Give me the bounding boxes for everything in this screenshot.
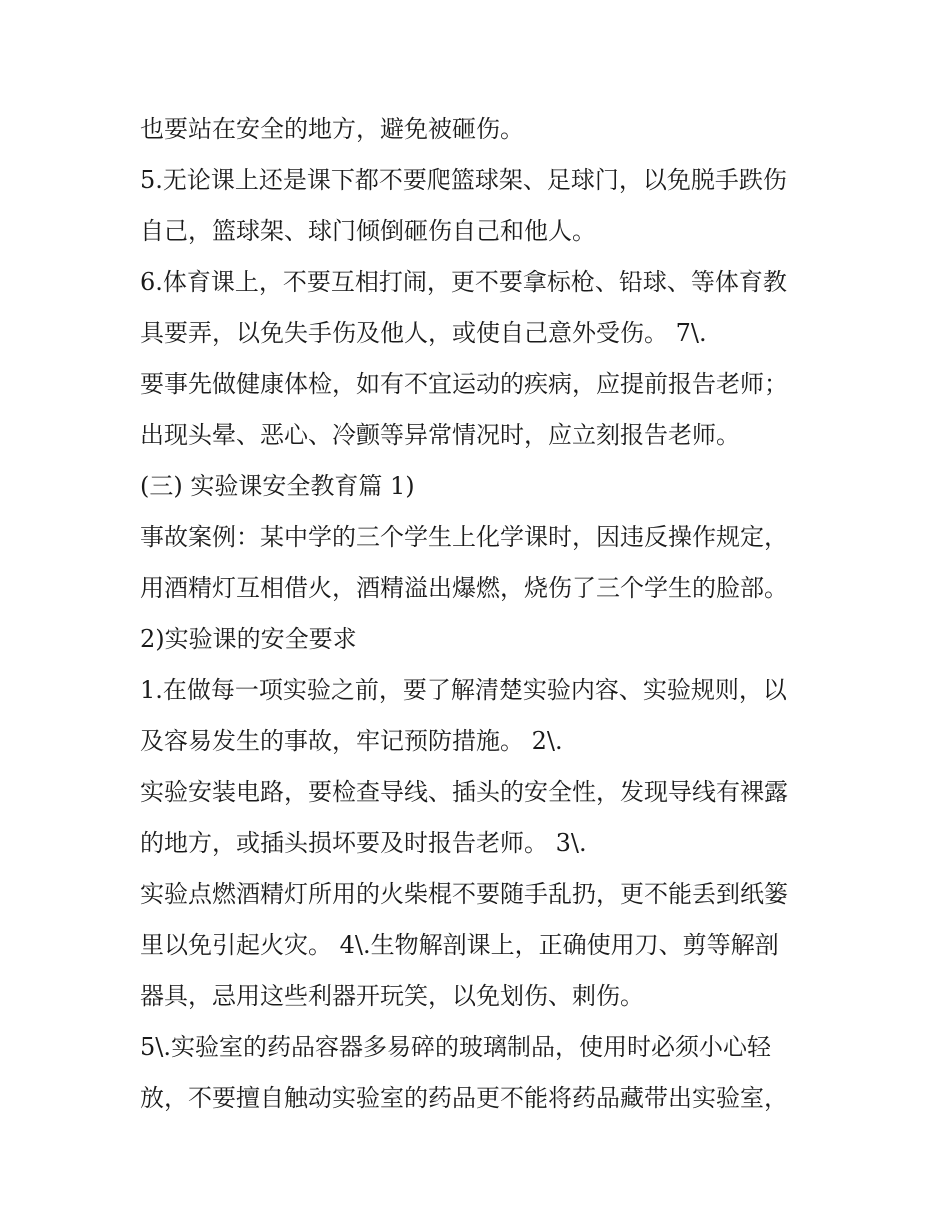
text-line-1: 也要站在安全的地方，避免被砸伤。	[140, 115, 524, 143]
section-heading: (三) 实验课安全教育篇 1)	[140, 472, 415, 500]
text-line-14: 实验安装电路，要检查导线、插头的安全性，发现导线有裸露	[140, 778, 788, 806]
text-line-15: 的地方，或插头损坏要及时报告老师。 3\.	[140, 829, 587, 857]
document-body	[140, 104, 820, 1124]
text-line-12: 1.在做每一项实验之前，要了解清楚实验内容、实验规则，以	[140, 676, 787, 704]
text-line-4: 6.体育课上，不要互相打闹，更不要拿标枪、铅球、等体育教	[140, 268, 787, 296]
text-line-9: 事故案例：某中学的三个学生上化学课时，因违反操作规定，	[140, 523, 788, 551]
text-line-2: 5.无论课上还是课下都不要爬篮球架、足球门，以免脱手跌伤	[140, 166, 787, 194]
text-line-20: 放，不要擅自触动实验室的药品更不能将药品藏带出实验室，	[140, 1084, 788, 1112]
text-line-19: 5\.实验室的药品容器多易碎的玻璃制品，使用时必须小心轻	[140, 1033, 771, 1061]
text-line-10: 用酒精灯互相借火，酒精溢出爆燃，烧伤了三个学生的脸部。	[140, 574, 788, 602]
text-line-6: 要事先做健康体检，如有不宜运动的疾病，应提前报告老师；	[140, 370, 788, 398]
text-line-7: 出现头晕、恶心、冷颤等异常情况时，应立刻报告老师。	[140, 421, 740, 449]
text-line-17: 里以免引起火灾。 4\.生物解剖课上，正确使用刀、剪等解剖	[140, 931, 779, 959]
text-line-16: 实验点燃酒精灯所用的火柴棍不要随手乱扔，更不能丢到纸篓	[140, 880, 788, 908]
text-line-3: 自己，篮球架、球门倾倒砸伤自己和他人。	[140, 217, 596, 245]
text-line-5: 具要弄，以免失手伤及他人，或使自己意外受伤。 7\.	[140, 319, 707, 347]
text-line-18: 器具，忌用这些利器开玩笑，以免划伤、刺伤。	[140, 982, 644, 1010]
subsection-heading: 2)实验课的安全要求	[140, 625, 357, 653]
text-line-13: 及容易发生的事故，牢记预防措施。 2\.	[140, 727, 563, 755]
